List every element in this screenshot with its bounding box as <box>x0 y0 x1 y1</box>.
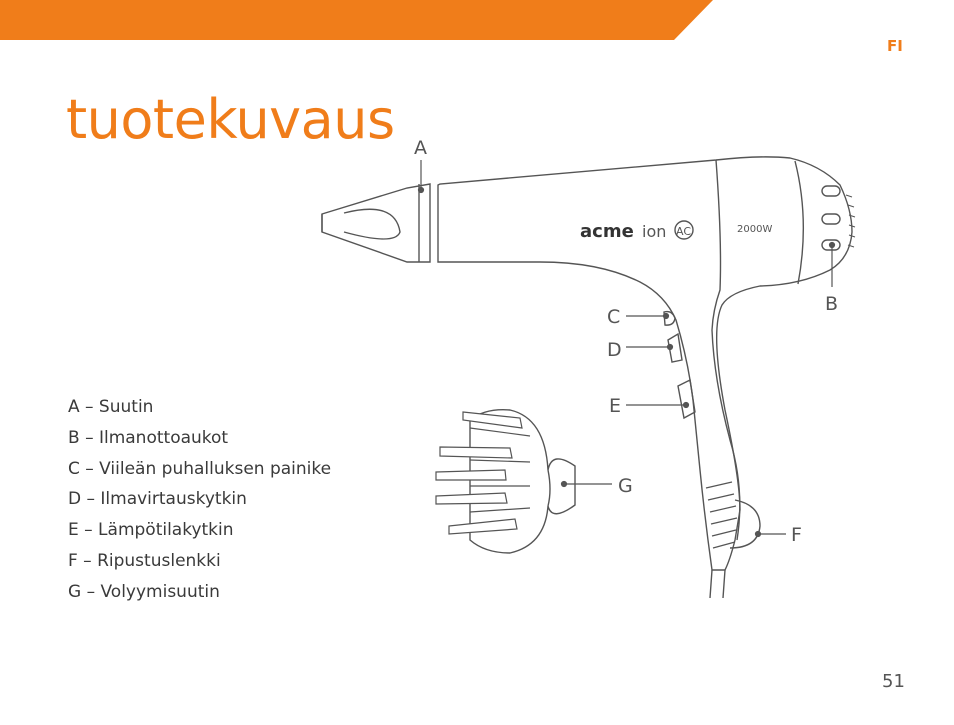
language-code: FI <box>887 37 903 55</box>
power-label: 2000W <box>737 224 773 235</box>
callout-a: A <box>414 137 427 159</box>
callout-d: D <box>607 339 622 361</box>
page-number: 51 <box>882 671 905 692</box>
list-item: F – Ripustuslenkki <box>68 550 221 571</box>
brand-sub: ion <box>642 222 667 241</box>
callout-e: E <box>609 395 622 417</box>
list-item: B – Ilmanottoaukot <box>68 427 229 448</box>
page-title: tuotekuvaus <box>66 88 395 152</box>
list-item: C – Viileän puhalluksen painike <box>68 458 332 479</box>
list-item: E – Lämpötilakytkin <box>68 520 234 541</box>
callout-c: C <box>607 306 621 328</box>
parts-list <box>68 392 331 608</box>
brand-logo: acme <box>580 221 634 242</box>
callout-g: G <box>618 475 633 497</box>
callout-b: B <box>825 293 839 315</box>
list-item: A – Suutin <box>68 397 154 417</box>
brand-badge: AC <box>676 225 692 238</box>
callout-f: F <box>791 524 802 546</box>
list-item: D – Ilmavirtauskytkin <box>68 489 247 510</box>
list-item: G – Volyymisuutin <box>68 581 220 602</box>
